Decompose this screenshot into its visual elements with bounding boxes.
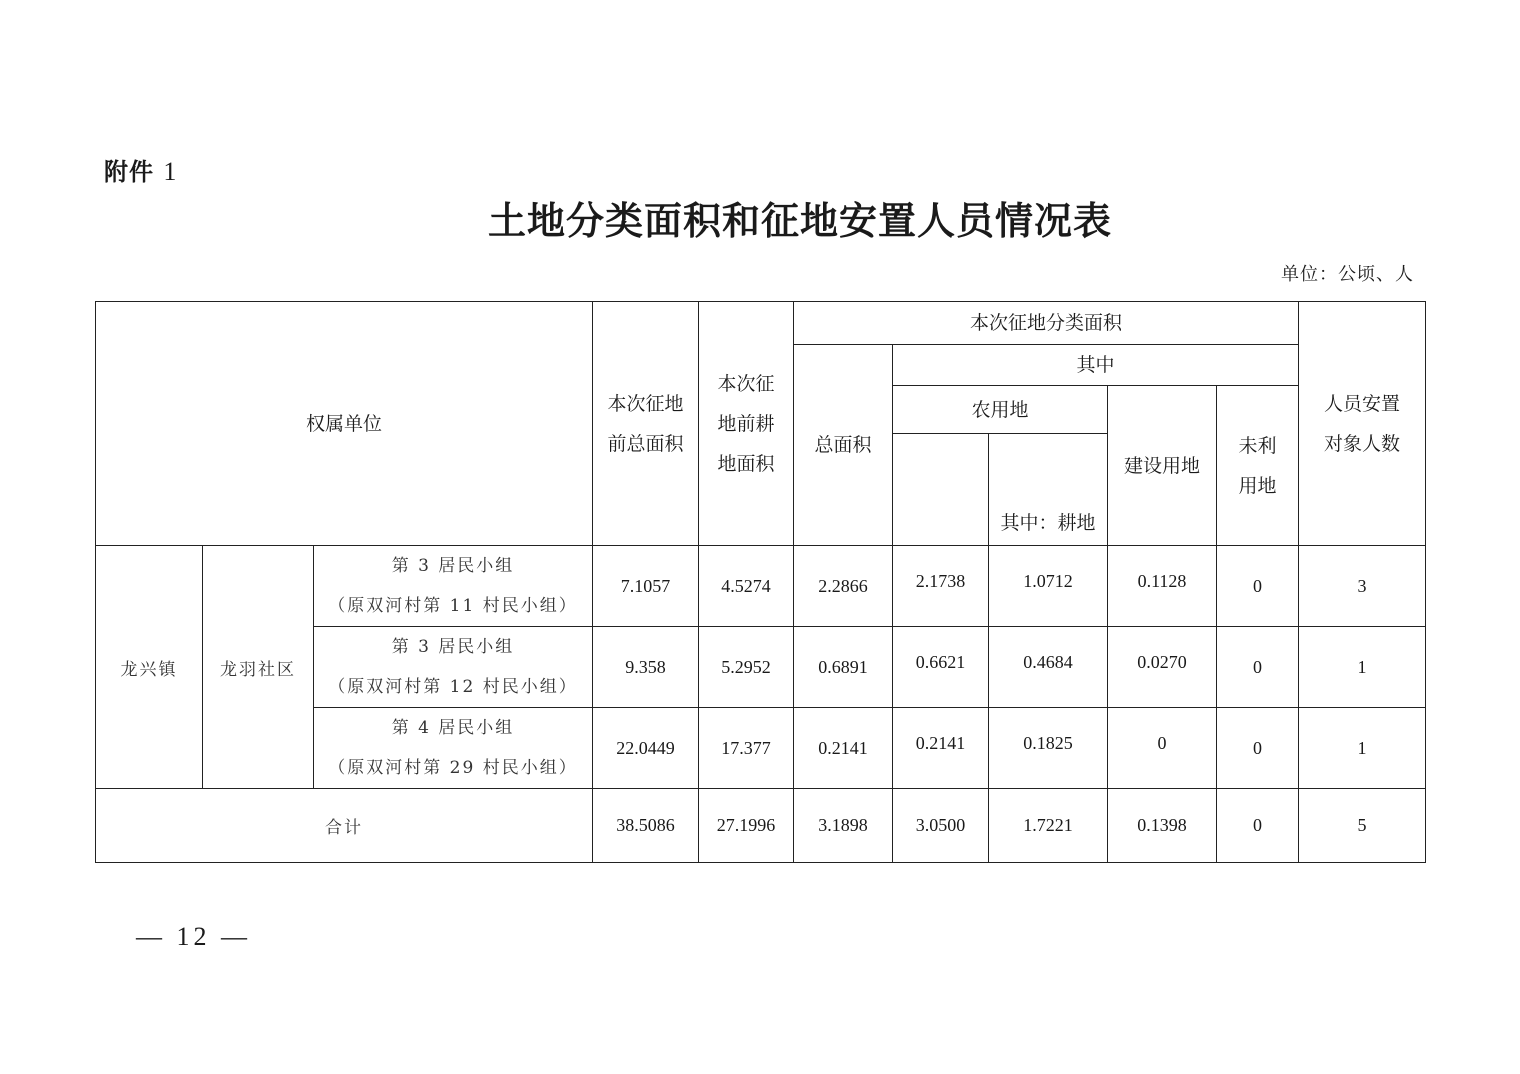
header-classified-area: 本次征地分类面积 xyxy=(794,302,1299,345)
attachment-number: 1 xyxy=(163,157,178,186)
attachment-label xyxy=(104,152,177,187)
attachment-text: 附件 xyxy=(104,158,154,186)
header-resettle-count: 人员安置 对象人数 xyxy=(1299,302,1426,546)
group-cell: 第 4 居民小组 （原双河村第 29 村民小组） xyxy=(314,708,593,789)
total-before-cell: 22.0449 xyxy=(593,708,699,789)
total-area-cell: 2.2866 xyxy=(794,546,893,627)
header-of-which: 其中 xyxy=(893,345,1299,386)
land-table xyxy=(95,301,1426,863)
unused-cell: 0 xyxy=(1217,708,1299,789)
header-total-before: 本次征地 前总面积 xyxy=(593,302,699,546)
community-cell: 龙羽社区 xyxy=(203,546,314,789)
sum-arable: 1.7221 xyxy=(989,789,1108,863)
sum-total-area: 3.1898 xyxy=(794,789,893,863)
sum-unused: 0 xyxy=(1217,789,1299,863)
total-area-cell: 0.2141 xyxy=(794,708,893,789)
arable-before-cell: 5.2952 xyxy=(699,627,794,708)
construction-cell: 0.0270 xyxy=(1108,627,1217,708)
people-cell: 3 xyxy=(1299,546,1426,627)
sum-row xyxy=(96,789,1426,863)
page-number: — 12 — xyxy=(136,922,251,951)
header-agri-blank xyxy=(893,434,989,546)
people-cell: 1 xyxy=(1299,708,1426,789)
agri-cell: 0.6621 xyxy=(893,627,989,708)
table-row xyxy=(96,546,1426,627)
sum-construction: 0.1398 xyxy=(1108,789,1217,863)
arable-before-cell: 17.377 xyxy=(699,708,794,789)
people-cell: 1 xyxy=(1299,627,1426,708)
agri-cell: 2.1738 xyxy=(893,546,989,627)
sum-arable-before: 27.1996 xyxy=(699,789,794,863)
sum-label: 合计 xyxy=(96,789,593,863)
arable-cell: 0.4684 xyxy=(989,627,1108,708)
construction-cell: 0.1128 xyxy=(1108,546,1217,627)
header-of-which-arable: 其中：耕地 xyxy=(989,434,1108,546)
arable-before-cell: 4.5274 xyxy=(699,546,794,627)
sum-total-before: 38.5086 xyxy=(593,789,699,863)
header-total-area: 总面积 xyxy=(794,345,893,546)
header-arable-before: 本次征 地前耕 地面积 xyxy=(699,302,794,546)
header-agricultural: 农用地 xyxy=(893,386,1108,434)
construction-cell: 0 xyxy=(1108,708,1217,789)
unused-cell: 0 xyxy=(1217,546,1299,627)
unused-cell: 0 xyxy=(1217,627,1299,708)
arable-cell: 1.0712 xyxy=(989,546,1108,627)
page-title: 土地分类面积和征地安置人员情况表 xyxy=(487,198,1112,243)
total-before-cell: 9.358 xyxy=(593,627,699,708)
sum-agri: 3.0500 xyxy=(893,789,989,863)
group-cell: 第 3 居民小组 （原双河村第 12 村民小组） xyxy=(314,627,593,708)
header-unused: 未利 用地 xyxy=(1217,386,1299,546)
total-area-cell: 0.6891 xyxy=(794,627,893,708)
arable-cell: 0.1825 xyxy=(989,708,1108,789)
group-cell: 第 3 居民小组 （原双河村第 11 村民小组） xyxy=(314,546,593,627)
header-owner-unit: 权属单位 xyxy=(96,302,593,546)
unit-note: 单位：公顷、人 xyxy=(1281,264,1414,285)
total-before-cell: 7.1057 xyxy=(593,546,699,627)
header-construction: 建设用地 xyxy=(1108,386,1217,546)
town-cell: 龙兴镇 xyxy=(96,546,203,789)
agri-cell: 0.2141 xyxy=(893,708,989,789)
sum-people: 5 xyxy=(1299,789,1426,863)
